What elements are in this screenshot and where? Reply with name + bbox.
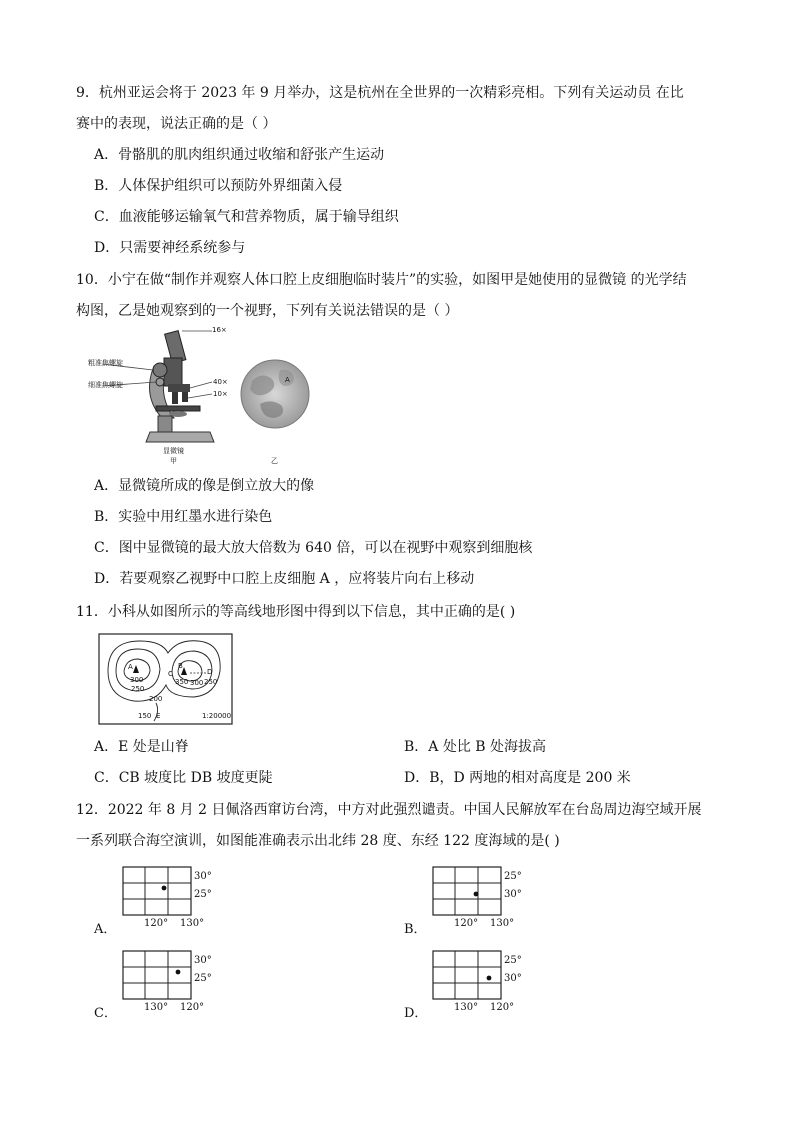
lat-bottom-label: 25° [194,889,212,900]
lon-left-label: 130° [454,1002,479,1013]
contour-300-right: 300 [190,679,204,687]
lon-left-label: 130° [144,1002,169,1013]
q10-option-b[interactable]: B．实验中用红墨水进行染色 [94,509,273,525]
option-letter: C． [94,1006,117,1021]
q11-option-a[interactable]: A．E 处是山脊 [94,739,189,755]
q11-option-c[interactable]: C．CB 坡度比 DB 坡度更陡 [94,770,273,786]
contour-350: 350 [175,678,189,686]
contour-200: 200 [149,695,163,703]
contour-map [98,633,233,725]
option-letter: B． [404,922,427,937]
q11-option-d[interactable]: D．B，D 两地的相对高度是 200 米 [404,770,631,786]
q12-stem-line1: 12．2022 年 8 月 2 日佩洛西窜访台湾，中方对此强烈谴责。中国人民解放军在台岛周边海空域开展 [76,802,702,818]
objective-40-label: 40× [213,378,228,386]
q9-stem-line1: 9．杭州亚运会将于 2023 年 9 月举办，这是杭州在全世界的一次精彩亮相。下列有关运动员 在比 [76,85,684,101]
figure-jia-label: 甲 [170,457,177,465]
q10-stem-line2: 构图，乙是她观察到的一个视野，下列有关说法错误的是（ ） [76,303,459,319]
eyepiece-label: 16× [212,326,227,334]
lon-left-label: 120° [144,918,169,929]
lat-bottom-label: 30° [504,889,522,900]
map-point-d: D [207,668,213,676]
fine-knob-label: 细准焦螺旋 [88,381,123,389]
q9-stem-line2: 赛中的表现，说法正确的是（ ） [76,116,277,132]
lat-top-label: 30° [194,955,212,966]
lon-left-label: 120° [454,918,479,929]
q12-option-a[interactable] [94,862,224,937]
q11-option-b[interactable]: B．A 处比 B 处海拔高 [404,739,547,755]
q9-option-d[interactable]: D．只需要神经系统参与 [94,240,246,256]
map-point-b: B [178,662,183,670]
objective-10-label: 10× [213,390,228,398]
q10-stem-line1: 10．小宁在做“制作并观察人体口腔上皮细胞临时装片”的实验，如图甲是她使用的显微镜 的光学结 [76,272,687,288]
q9-option-a[interactable]: A．骨骼肌的肌肉组织通过收缩和舒张产生运动 [94,147,385,163]
map-point-c: C [168,670,173,678]
q9-option-b[interactable]: B．人体保护组织可以预防外界细菌入侵 [94,178,343,194]
lat-top-label: 25° [504,955,522,966]
lat-bottom-label: 30° [504,973,522,984]
lon-right-label: 130° [490,918,515,929]
contour-250-left: 250 [131,685,145,693]
q12-option-d[interactable] [404,946,534,1021]
q12-option-b[interactable] [404,862,534,937]
option-letter: A． [94,922,117,937]
map-point-e: E [156,712,161,720]
map-scale: 1:20000 [202,712,232,720]
cell-a-label: A [285,376,290,384]
microscope-illustration-icon [92,326,322,466]
lon-right-label: 130° [180,918,205,929]
map-point-a: A [128,663,133,671]
q10-option-a[interactable]: A．显微镜所成的像是倒立放大的像 [94,478,315,494]
q10-option-c[interactable]: C．图中显微镜的最大放大倍数为 640 倍，可以在视野中观察到细胞核 [94,540,533,556]
figure-yi-label: 乙 [271,457,278,465]
contour-150: 150 [138,712,152,720]
q12-option-c[interactable] [94,946,224,1021]
lat-bottom-label: 25° [194,973,212,984]
lon-right-label: 120° [180,1002,205,1013]
q10-option-d[interactable]: D．若要观察乙视野中口腔上皮细胞 A ，应将装片向右上移动 [94,571,475,587]
lon-right-label: 120° [490,1002,515,1013]
microscope-caption: 显微镜 [163,447,184,455]
coarse-knob-label: 粗准焦螺旋 [88,359,123,367]
microscope-figure [88,326,322,466]
lat-top-label: 30° [194,871,212,882]
q12-stem-line2: 一系列联合海空演训，如图能准确表示出北纬 28 度、东经 122 度海域的是( ) [76,833,560,849]
q11-stem: 11．小科从如图所示的等高线地形图中得到以下信息，其中正确的是( ) [76,604,516,620]
option-letter: D． [404,1006,428,1021]
lat-top-label: 25° [504,871,522,882]
q9-option-c[interactable]: C．血液能够运输氧气和营养物质，属于输导组织 [94,209,399,225]
contour-300-left: 300 [130,676,144,684]
contour-250-right: 250 [204,678,218,686]
